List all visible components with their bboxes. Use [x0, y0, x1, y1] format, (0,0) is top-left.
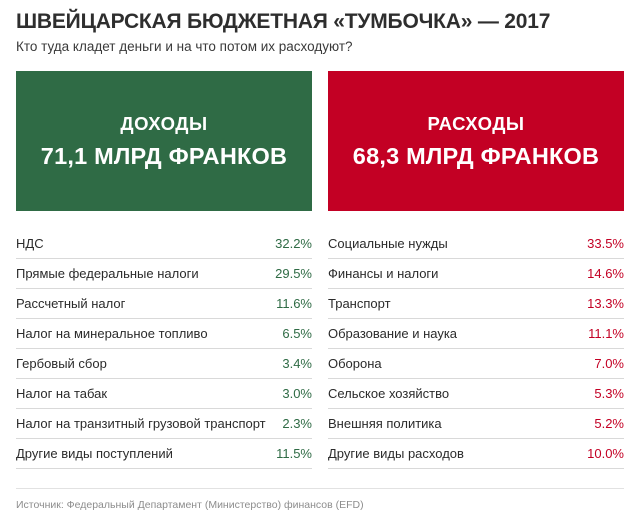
- row-label: Налог на транзитный грузовой транспорт: [16, 416, 266, 432]
- income-rows: [16, 229, 312, 469]
- row-label: НДС: [16, 236, 44, 252]
- row-label: Транспорт: [328, 296, 391, 312]
- row-value: 2.3%: [282, 416, 312, 432]
- row-value: 3.0%: [282, 386, 312, 402]
- footer-divider: [16, 488, 624, 489]
- table-row: [16, 259, 312, 289]
- income-label: ДОХОДЫ: [120, 112, 208, 134]
- row-value: 32.2%: [275, 236, 312, 252]
- row-value: 29.5%: [275, 266, 312, 282]
- table-row: [328, 409, 624, 439]
- row-label: Рассчетный налог: [16, 296, 126, 312]
- table-row: [328, 289, 624, 319]
- table-row: [16, 319, 312, 349]
- row-label: Другие виды расходов: [328, 446, 464, 462]
- table-row: [328, 319, 624, 349]
- row-label: Внешняя политика: [328, 416, 442, 432]
- row-label: Оборона: [328, 356, 382, 372]
- table-row: [16, 409, 312, 439]
- expense-rows: [328, 229, 624, 469]
- row-label: Сельское хозяйство: [328, 386, 450, 402]
- row-label: Налог на минеральное топливо: [16, 326, 208, 342]
- table-row: [328, 439, 624, 469]
- page-title: ШВЕЙЦАРСКАЯ БЮДЖЕТНАЯ «ТУМБОЧКА» — 2017: [16, 10, 551, 33]
- row-label: Финансы и налоги: [328, 266, 439, 282]
- row-label: Гербовый сбор: [16, 356, 107, 372]
- page-subtitle: Кто туда кладет деньги и на что потом их расходуют?: [16, 39, 353, 55]
- table-row: [328, 259, 624, 289]
- columns-container: [16, 71, 624, 469]
- row-value: 7.0%: [594, 356, 624, 372]
- table-row: [16, 349, 312, 379]
- row-value: 5.3%: [594, 386, 624, 402]
- row-value: 3.4%: [282, 356, 312, 372]
- income-value: 71,1 МЛРД ФРАНКОВ: [40, 142, 288, 169]
- row-label: Прямые федеральные налоги: [16, 266, 199, 282]
- row-value: 11.5%: [276, 446, 312, 462]
- row-value: 11.1%: [588, 326, 624, 342]
- table-row: [16, 229, 312, 259]
- income-column: [16, 71, 312, 469]
- expense-header-box: [328, 71, 624, 211]
- table-row: [16, 439, 312, 469]
- row-label: Социальные нужды: [328, 236, 448, 252]
- table-row: [328, 379, 624, 409]
- row-value: 6.5%: [282, 326, 312, 342]
- row-value: 33.5%: [587, 236, 624, 252]
- row-value: 14.6%: [587, 266, 624, 282]
- income-header-box: [16, 71, 312, 211]
- table-row: [16, 289, 312, 319]
- row-value: 10.0%: [587, 446, 624, 462]
- row-label: Другие виды поступлений: [16, 446, 173, 462]
- table-row: [328, 349, 624, 379]
- expense-value: 68,3 МЛРД ФРАНКОВ: [352, 142, 600, 169]
- row-value: 5.2%: [594, 416, 624, 432]
- table-row: [16, 379, 312, 409]
- row-value: 13.3%: [587, 296, 624, 312]
- row-value: 11.6%: [276, 296, 312, 312]
- row-label: Налог на табак: [16, 386, 108, 402]
- table-row: [328, 229, 624, 259]
- source-note: Источник: Федеральный Департамент (Министерство) финансов (EFD): [16, 499, 364, 511]
- row-label: Образование и наука: [328, 326, 458, 342]
- expense-column: [328, 71, 624, 469]
- expense-label: РАСХОДЫ: [427, 112, 525, 134]
